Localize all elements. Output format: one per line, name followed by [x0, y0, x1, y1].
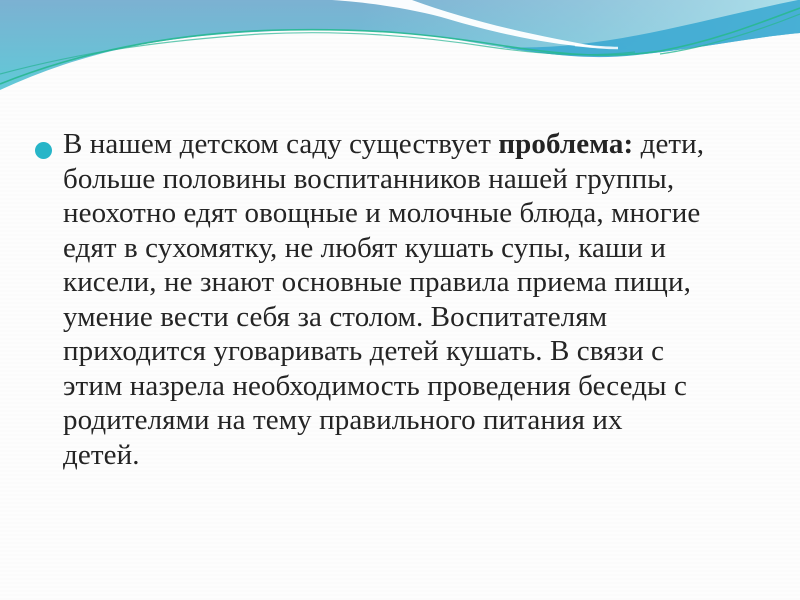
text-line: этим назрела необходимость проведения беседы с [63, 369, 687, 402]
text-line: В нашем детском саду существует проблема: дети, [63, 128, 705, 160]
text-line: умение вести себя за столом. Воспитателям [63, 300, 608, 333]
text-line: приходится уговаривать детей кушать. В связи с [63, 335, 665, 367]
text-line: едят в сухомятку, не любят кушать супы, каши и [63, 231, 667, 264]
text-line: неохотно едят овощные и молочные блюда, многие [63, 197, 701, 229]
text-line: детей. [63, 438, 140, 471]
wave-decoration [0, 0, 800, 140]
text-line: родителями на тему правильного питания их [63, 404, 623, 436]
bullet-paragraph [35, 127, 780, 472]
text-line: больше половины воспитанников нашей группы, [63, 162, 675, 195]
bullet-marker [35, 142, 52, 159]
text-line: кисели, не знают основные правила приема пищи, [63, 266, 691, 298]
bullet-text [63, 127, 780, 472]
